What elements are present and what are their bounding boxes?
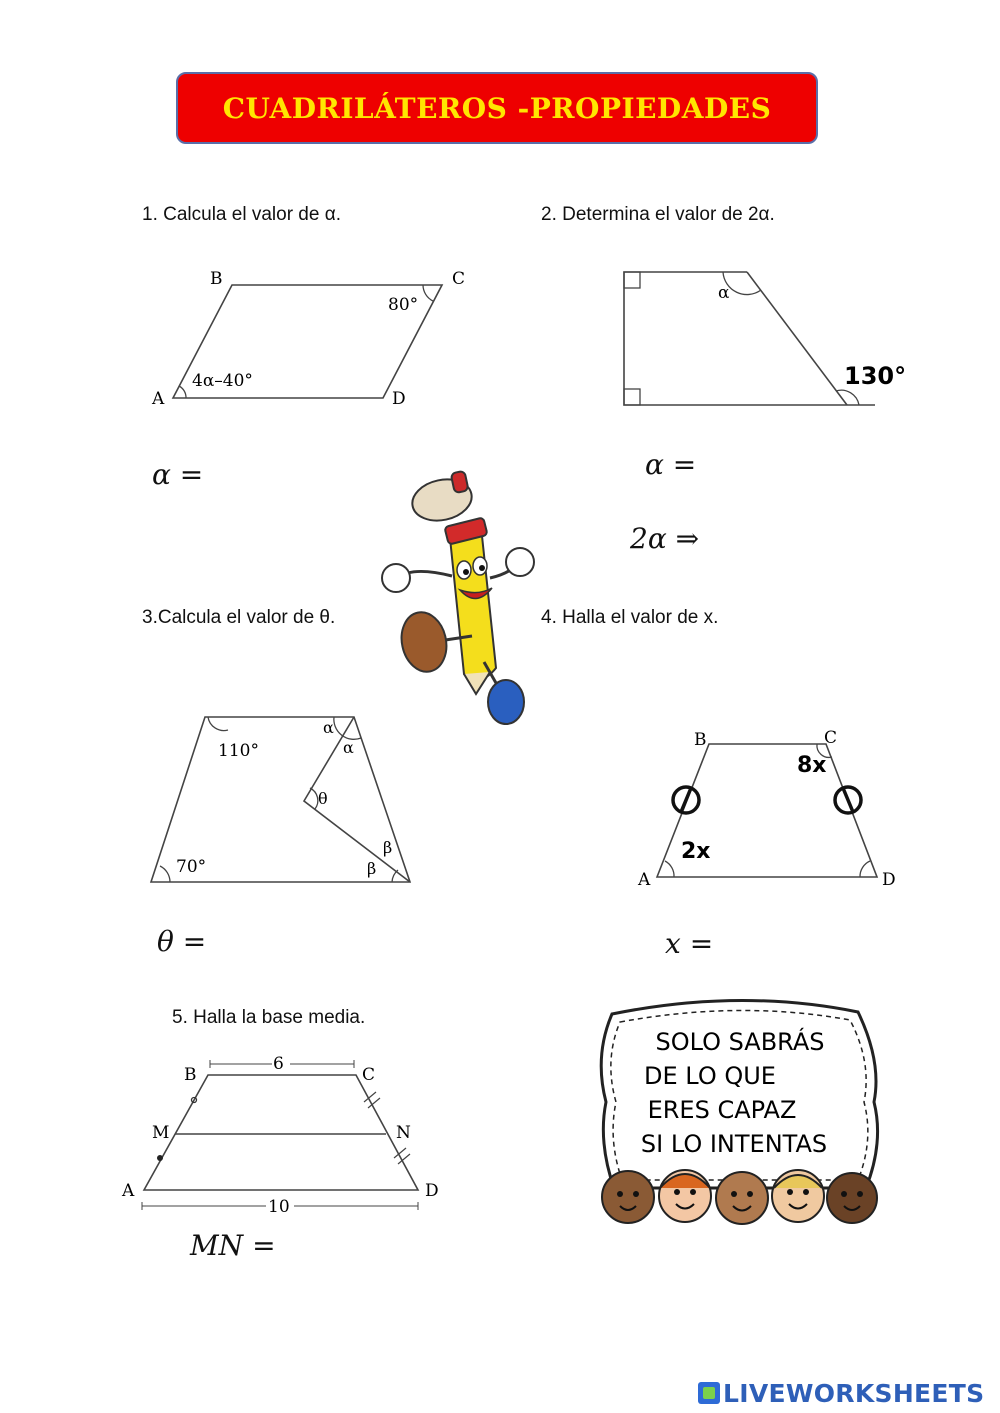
problem-5-answer: MN =: [190, 1229, 276, 1262]
theta-label: θ: [318, 789, 328, 808]
brand-icon: [698, 1382, 720, 1404]
alpha-label: α: [343, 738, 354, 757]
problem-4-prompt: 4. Halla el valor de x.: [541, 607, 719, 628]
alpha-label: α: [323, 718, 334, 737]
angle-2x-label: 2x: [681, 839, 711, 864]
vertex-a-label: A: [122, 1181, 135, 1201]
page-title: CUADRILÁTEROS -PROPIEDADES: [222, 91, 772, 125]
problem-2-answer-alpha: α =: [645, 448, 697, 481]
vertex-m-label: M: [152, 1123, 170, 1143]
children-faces-illustration: [602, 1170, 877, 1224]
angle-110-label: 110°: [218, 741, 259, 761]
brand-logo: [698, 1378, 984, 1408]
problem-1-prompt: 1. Calcula el valor de α.: [142, 204, 341, 225]
problem-1-figure: [140, 262, 480, 422]
problem-5-prompt: 5. Halla la base media.: [172, 1007, 366, 1028]
beta-label: β: [383, 838, 393, 857]
vertex-a-label: A: [152, 389, 165, 409]
right-angle-mark: [624, 389, 640, 405]
top-base-label: 6: [273, 1054, 284, 1074]
vertex-b-label: B: [210, 269, 223, 289]
vertex-a-label: A: [638, 870, 651, 890]
trapezoid-shape: [144, 1075, 418, 1190]
angle-alpha-label: α: [718, 283, 730, 303]
title-banner: [176, 72, 818, 144]
exterior-angle-label: 130°: [844, 362, 907, 390]
angle-70-label: 70°: [176, 857, 207, 877]
vertex-c-label: C: [824, 728, 838, 748]
right-angle-mark: [624, 272, 640, 288]
problem-4-answer: x =: [665, 927, 714, 960]
problem-5-figure: [118, 1050, 458, 1220]
angle-8x-label: 8x: [797, 753, 827, 778]
motivation-line: SI LO INTENTAS: [640, 1130, 828, 1158]
problem-1-answer: α =: [152, 458, 204, 491]
angle-a-label: 4α–40°: [192, 371, 253, 391]
problem-3-answer: θ =: [157, 925, 207, 958]
problem-2-prompt: 2. Determina el valor de 2α.: [541, 204, 775, 225]
vertex-c-label: C: [362, 1065, 376, 1085]
problem-2-figure: [610, 262, 910, 422]
problem-4-figure: [630, 722, 910, 902]
pencil-mascot-illustration: [372, 466, 542, 728]
vertex-b-label: B: [184, 1065, 197, 1085]
motivation-line: ERES CAPAZ: [647, 1096, 797, 1124]
vertex-d-label: D: [882, 870, 896, 890]
vertex-d-label: D: [425, 1181, 439, 1201]
beta-label: β: [367, 859, 377, 878]
vertex-n-label: N: [396, 1123, 411, 1143]
vertex-d-label: D: [392, 389, 406, 409]
motivation-line: DE LO QUE: [644, 1062, 776, 1090]
vertex-c-label: C: [452, 269, 466, 289]
problem-2-answer-2alpha: 2α ⇒: [630, 522, 700, 555]
motivational-sign: [590, 992, 890, 1232]
problem-3-prompt: 3.Calcula el valor de θ.: [142, 607, 336, 628]
bottom-base-label: 10: [268, 1197, 290, 1217]
slanted-side: [747, 272, 847, 405]
brand-name: LIVEWORKSHEETS: [723, 1378, 985, 1408]
problem-3-figure: [140, 708, 430, 898]
angle-c-label: 80°: [388, 295, 419, 315]
motivation-line: SOLO SABRÁS: [655, 1028, 825, 1056]
vertex-b-label: B: [694, 730, 707, 750]
